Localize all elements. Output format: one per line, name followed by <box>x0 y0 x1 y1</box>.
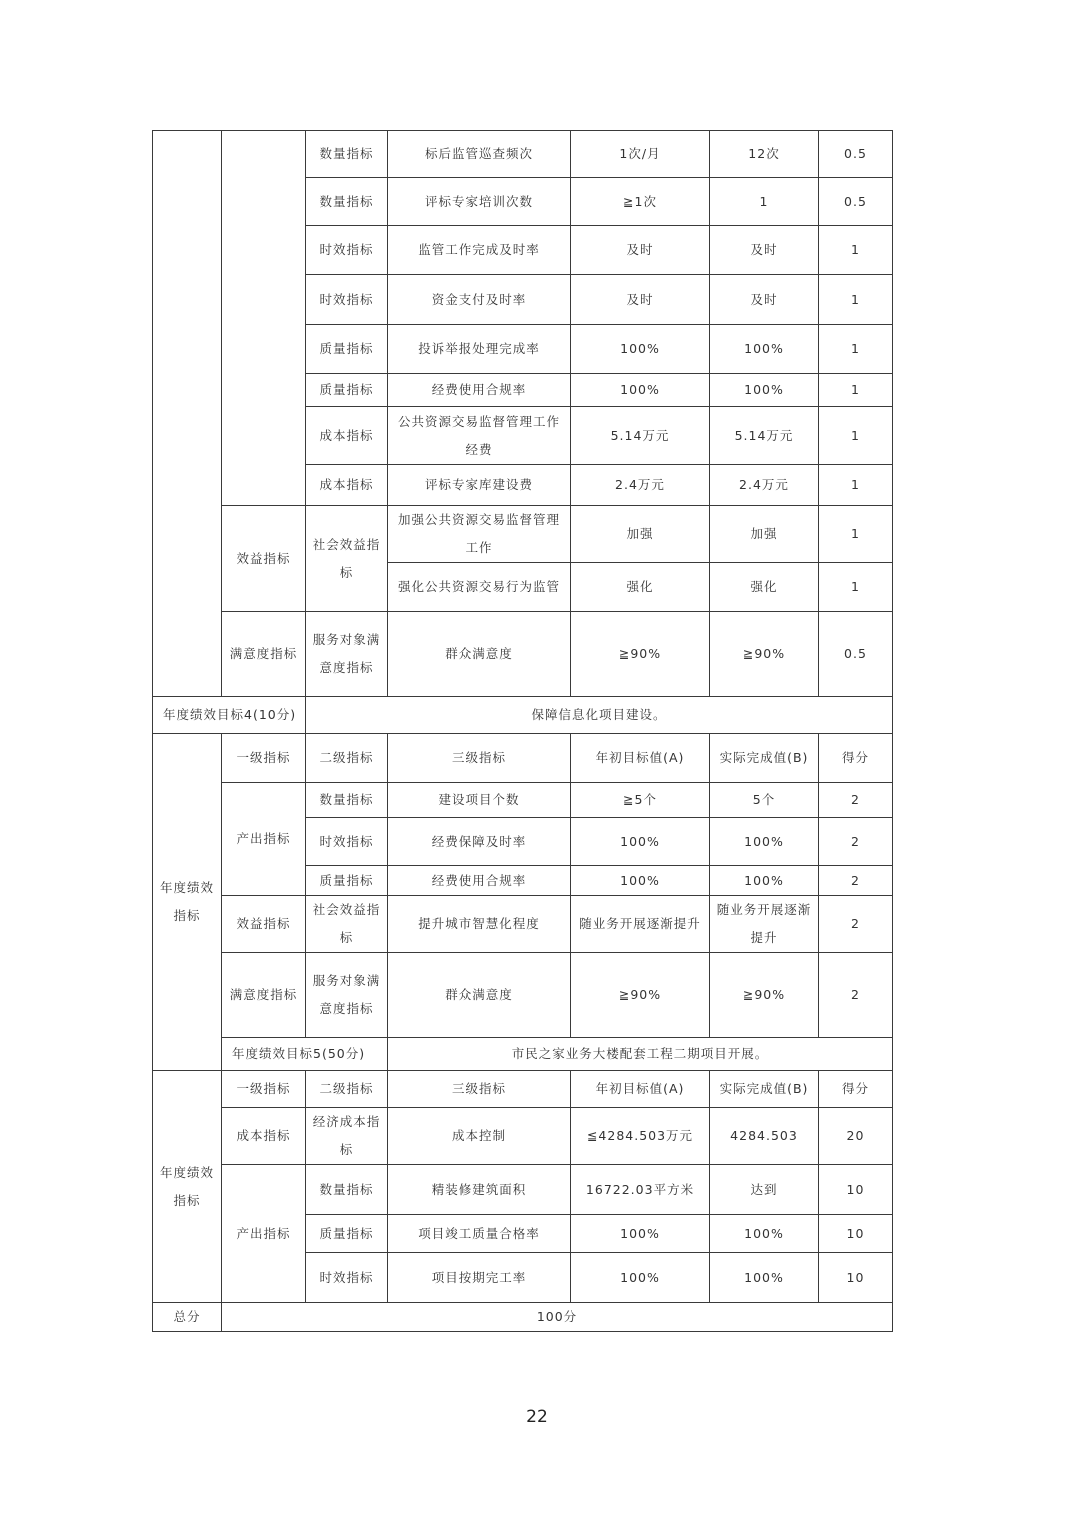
goal4-text: 保障信息化项目建设。 <box>306 697 893 734</box>
table-row <box>153 1108 893 1165</box>
total-row <box>153 1303 893 1332</box>
target-cell: 及时 <box>571 226 710 275</box>
actual-cell: 1 <box>710 178 819 226</box>
actual-cell: 4284.503 <box>710 1108 819 1165</box>
target-cell: 100% <box>571 1253 710 1303</box>
actual-cell: 100% <box>710 818 819 866</box>
target-cell: 加强 <box>571 506 710 563</box>
actual-cell: 5.14万元 <box>710 407 819 465</box>
table-row <box>153 953 893 1038</box>
target-cell: 随业务开展逐渐提升 <box>571 896 710 953</box>
performance-table <box>152 130 893 1332</box>
header-score: 得分 <box>819 1071 893 1108</box>
level2-cell: 时效指标 <box>306 818 388 866</box>
goal5-text: 市民之家业务大楼配套工程二期项目开展。 <box>388 1038 893 1071</box>
header-level2: 二级指标 <box>306 734 388 783</box>
level1-cell: 产出指标 <box>222 783 306 896</box>
level3-cell: 建设项目个数 <box>388 783 571 818</box>
level2-cell: 质量指标 <box>306 325 388 374</box>
target-cell: ≧1次 <box>571 178 710 226</box>
table-row <box>153 896 893 953</box>
table-row <box>153 783 893 818</box>
score-cell: 0.5 <box>819 612 893 697</box>
level3-cell: 强化公共资源交易行为监管 <box>388 563 571 612</box>
goal4-label: 年度绩效目标4(10分) <box>153 697 306 734</box>
level3-cell: 精装修建筑面积 <box>388 1165 571 1215</box>
actual-cell: 2.4万元 <box>710 465 819 506</box>
level2-cell: 服务对象满意度指标 <box>306 953 388 1038</box>
actual-cell: ≧90% <box>710 953 819 1038</box>
level2-cell: 数量指标 <box>306 783 388 818</box>
level3-cell: 成本控制 <box>388 1108 571 1165</box>
level3-cell: 项目按期完工率 <box>388 1253 571 1303</box>
level2-cell: 数量指标 <box>306 1165 388 1215</box>
score-cell: 1 <box>819 325 893 374</box>
level3-cell: 资金支付及时率 <box>388 275 571 325</box>
score-cell: 1 <box>819 275 893 325</box>
header-level3: 三级指标 <box>388 734 571 783</box>
score-cell: 20 <box>819 1108 893 1165</box>
page-number: 22 <box>526 1407 548 1427</box>
header-level2: 二级指标 <box>306 1071 388 1108</box>
level2-cell: 数量指标 <box>306 131 388 178</box>
level3-cell: 提升城市智慧化程度 <box>388 896 571 953</box>
actual-cell: 100% <box>710 1215 819 1253</box>
level2-cell: 时效指标 <box>306 226 388 275</box>
goal-header-row <box>153 697 893 734</box>
score-cell: 2 <box>819 818 893 866</box>
target-cell: 1次/月 <box>571 131 710 178</box>
actual-cell: 及时 <box>710 226 819 275</box>
target-cell: ≧90% <box>571 612 710 697</box>
goal5-side-label: 年度绩效指标 <box>153 1071 222 1303</box>
total-value: 100分 <box>222 1303 893 1332</box>
level3-cell: 监管工作完成及时率 <box>388 226 571 275</box>
target-cell: 16722.03平方米 <box>571 1165 710 1215</box>
level3-cell: 评标专家培训次数 <box>388 178 571 226</box>
target-cell: 100% <box>571 866 710 896</box>
score-cell: 2 <box>819 783 893 818</box>
goal-header-row <box>153 1038 893 1071</box>
level1-cell: 成本指标 <box>222 1108 306 1165</box>
level2-cell: 质量指标 <box>306 374 388 407</box>
score-cell: 1 <box>819 563 893 612</box>
target-cell: ≦4284.503万元 <box>571 1108 710 1165</box>
level1-cell: 满意度指标 <box>222 612 306 697</box>
score-cell: 0.5 <box>819 131 893 178</box>
table-row <box>153 612 893 697</box>
level2-cell: 质量指标 <box>306 866 388 896</box>
level3-cell: 群众满意度 <box>388 953 571 1038</box>
level1-cell: 产出指标 <box>222 1165 306 1303</box>
header-target: 年初目标值(A) <box>571 1071 710 1108</box>
level1-cell: 效益指标 <box>222 506 306 612</box>
target-cell: 2.4万元 <box>571 465 710 506</box>
goal5-label: 年度绩效目标5(50分) <box>222 1038 388 1071</box>
actual-cell: 达到 <box>710 1165 819 1215</box>
level2-cell: 质量指标 <box>306 1215 388 1253</box>
header-actual: 实际完成值(B) <box>710 1071 819 1108</box>
level2-cell: 数量指标 <box>306 178 388 226</box>
level2-cell: 成本指标 <box>306 407 388 465</box>
score-cell: 1 <box>819 506 893 563</box>
score-cell: 10 <box>819 1165 893 1215</box>
score-cell: 10 <box>819 1253 893 1303</box>
level3-cell: 标后监管巡查频次 <box>388 131 571 178</box>
level3-cell: 投诉举报处理完成率 <box>388 325 571 374</box>
header-score: 得分 <box>819 734 893 783</box>
level3-cell: 评标专家库建设费 <box>388 465 571 506</box>
level3-cell: 经费保障及时率 <box>388 818 571 866</box>
actual-cell: ≧90% <box>710 612 819 697</box>
table-row <box>153 1165 893 1215</box>
target-cell: 强化 <box>571 563 710 612</box>
level3-cell: 项目竣工质量合格率 <box>388 1215 571 1253</box>
header-level3: 三级指标 <box>388 1071 571 1108</box>
score-cell: 2 <box>819 896 893 953</box>
actual-cell: 100% <box>710 1253 819 1303</box>
level2-cell: 时效指标 <box>306 1253 388 1303</box>
actual-cell: 强化 <box>710 563 819 612</box>
score-cell: 2 <box>819 866 893 896</box>
target-cell: 100% <box>571 818 710 866</box>
level3-cell: 经费使用合规率 <box>388 866 571 896</box>
actual-cell: 100% <box>710 325 819 374</box>
level1-cell-blank <box>222 131 306 506</box>
actual-cell: 100% <box>710 866 819 896</box>
actual-cell: 5个 <box>710 783 819 818</box>
goal4-side-label: 年度绩效指标 <box>153 734 222 1071</box>
level1-cell: 效益指标 <box>222 896 306 953</box>
level3-cell: 公共资源交易监督管理工作经费 <box>388 407 571 465</box>
actual-cell: 及时 <box>710 275 819 325</box>
header-level1: 一级指标 <box>222 734 306 783</box>
level2-cell: 社会效益指标 <box>306 896 388 953</box>
actual-cell: 随业务开展逐渐提升 <box>710 896 819 953</box>
target-cell: 及时 <box>571 275 710 325</box>
level3-cell: 经费使用合规率 <box>388 374 571 407</box>
target-cell: 100% <box>571 374 710 407</box>
level1-cell: 满意度指标 <box>222 953 306 1038</box>
column-header-row <box>153 1071 893 1108</box>
table-row <box>153 131 893 178</box>
actual-cell: 加强 <box>710 506 819 563</box>
level3-cell: 群众满意度 <box>388 612 571 697</box>
score-cell: 0.5 <box>819 178 893 226</box>
target-cell: 5.14万元 <box>571 407 710 465</box>
actual-cell: 12次 <box>710 131 819 178</box>
table-row <box>153 506 893 563</box>
target-cell: ≧90% <box>571 953 710 1038</box>
score-cell: 1 <box>819 407 893 465</box>
total-label: 总分 <box>153 1303 222 1332</box>
score-cell: 1 <box>819 374 893 407</box>
level3-cell: 加强公共资源交易监督管理工作 <box>388 506 571 563</box>
level2-cell: 经济成本指标 <box>306 1108 388 1165</box>
target-cell: 100% <box>571 325 710 374</box>
target-cell: 100% <box>571 1215 710 1253</box>
header-level1: 一级指标 <box>222 1071 306 1108</box>
header-target: 年初目标值(A) <box>571 734 710 783</box>
level2-cell: 服务对象满意度指标 <box>306 612 388 697</box>
level2-cell: 社会效益指标 <box>306 506 388 612</box>
column-header-row <box>153 734 893 783</box>
score-cell: 10 <box>819 1215 893 1253</box>
score-cell: 2 <box>819 953 893 1038</box>
header-actual: 实际完成值(B) <box>710 734 819 783</box>
score-cell: 1 <box>819 465 893 506</box>
side-cell-blank <box>153 131 222 697</box>
level2-cell: 时效指标 <box>306 275 388 325</box>
target-cell: ≧5个 <box>571 783 710 818</box>
score-cell: 1 <box>819 226 893 275</box>
actual-cell: 100% <box>710 374 819 407</box>
level2-cell: 成本指标 <box>306 465 388 506</box>
